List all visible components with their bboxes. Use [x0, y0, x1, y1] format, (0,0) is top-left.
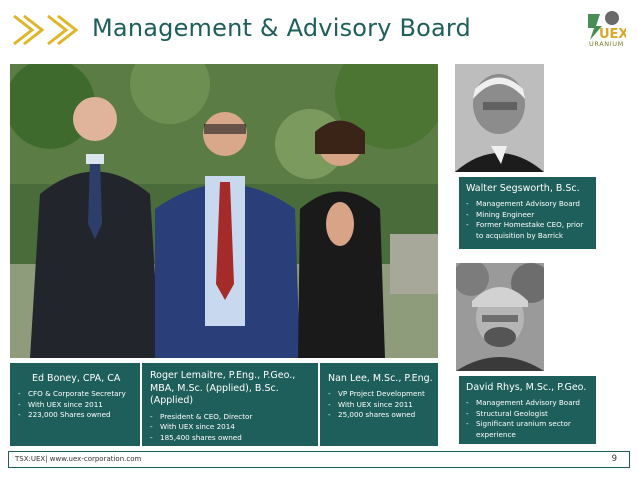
list-item: - 223,000 Shares owned: [18, 410, 134, 421]
nan-bullets: [328, 389, 432, 421]
nan-name: Nan Lee, M.Sc., P.Eng.: [328, 373, 433, 384]
david-name: David Rhys, M.Sc., P.Geo.: [466, 382, 587, 393]
list-item: - Management Advisory Board: [466, 398, 590, 409]
list-item: - Structural Geologist: [466, 409, 590, 420]
list-item: - 25,000 shares owned: [328, 410, 432, 421]
list-item: - Management Advisory Board: [466, 199, 590, 210]
ed-info-box: [10, 363, 140, 446]
david-bullets: [466, 398, 590, 440]
management-group-photo: [10, 64, 438, 358]
list-item: - Mining Engineer: [466, 210, 590, 221]
list-item: - President & CEO, Director: [150, 412, 312, 423]
list-item: - With UEX since 2014: [150, 422, 312, 433]
list-item: - With UEX since 2011: [18, 400, 134, 411]
list-item: - CFO & Corporate Secretary: [18, 389, 134, 400]
footer-bar: [8, 451, 630, 468]
page-title: Management & Advisory Board: [92, 14, 471, 42]
list-item: - Significant uranium sector experience: [466, 419, 590, 440]
walter-segsworth-portrait: [455, 64, 544, 172]
chevron-right-decor-icon: [44, 14, 80, 46]
roger-info-box: [142, 363, 318, 446]
logo-caption: URANIUM: [589, 40, 624, 48]
walter-info-box: [459, 177, 596, 249]
list-item: - Former Homestake CEO, prior to acquisition by Barrick: [466, 220, 590, 241]
logo-letters: UEX: [599, 27, 626, 42]
roger-name: Roger Lemaitre, P.Eng., P.Geo., MBA, M.Sc. (Applied), B.Sc. (Applied): [150, 370, 296, 406]
ed-name: Ed Boney, CPA, CA: [32, 373, 121, 384]
list-item: - 185,400 shares owned: [150, 433, 312, 444]
chevron-left-decor-icon: [10, 14, 46, 46]
list-item: - With UEX since 2011: [328, 400, 432, 411]
david-info-box: [459, 376, 596, 444]
david-rhys-portrait: [456, 263, 544, 371]
list-item: - VP Project Development: [328, 389, 432, 400]
nan-info-box: [320, 363, 438, 446]
ed-bullets: [18, 389, 134, 421]
walter-bullets: [466, 199, 590, 241]
roger-bullets: [150, 412, 312, 444]
footer-link[interactable]: TSX:UEX| www.uex-corporation.com: [15, 455, 142, 463]
walter-name: Walter Segsworth, B.Sc.: [466, 183, 580, 194]
page-number: 9: [611, 454, 617, 464]
